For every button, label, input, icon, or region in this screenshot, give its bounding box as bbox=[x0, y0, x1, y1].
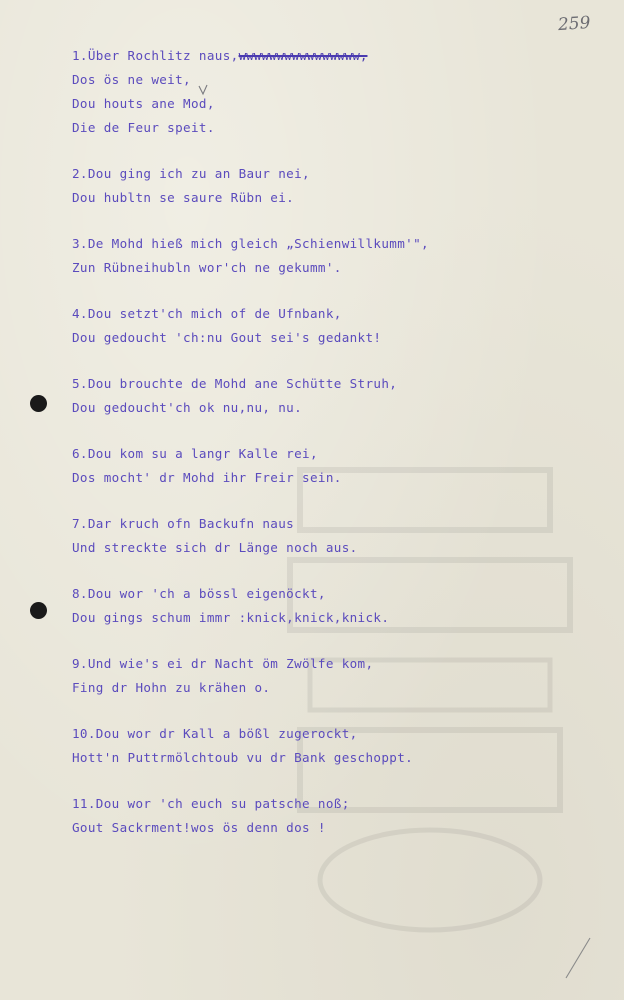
stanza bbox=[72, 162, 592, 210]
poem-line: Die de Feur speit. bbox=[72, 120, 215, 135]
poem-line: Dos mocht' dr Mohd ihr Freir sein. bbox=[72, 470, 342, 485]
stanza bbox=[72, 232, 592, 280]
poem-line: Und streckte sich dr Länge noch aus. bbox=[72, 540, 358, 555]
stanza bbox=[72, 372, 592, 420]
stanza bbox=[72, 512, 592, 560]
poem-line: 6.Dou kom su a langr Kalle rei, bbox=[72, 446, 318, 461]
poem-line: 10.Dou wor dr Kall a bößl zugerockt, bbox=[72, 726, 358, 741]
poem-line: Dou gings schum immr :knick,knick,knick. bbox=[72, 610, 390, 625]
poem-line: Hott'n Puttrmölchtoub vu dr Bank geschoppt. bbox=[72, 750, 414, 765]
poem-line: 9.Und wie's ei dr Nacht öm Zwölfe kom, bbox=[72, 656, 374, 671]
page-number: 259 bbox=[556, 12, 591, 36]
stanza bbox=[72, 302, 592, 350]
poem-line: 5.Dou brouchte de Mohd ane Schütte Struh, bbox=[72, 376, 398, 391]
poem-line: 4.Dou setzt'ch mich of de Ufnbank, bbox=[72, 306, 342, 321]
crossed-out-text: wwwwwwwwwwwwwwww, bbox=[238, 48, 368, 63]
poem-line: 8.Dou wor 'ch a bössl eigenöckt, bbox=[72, 586, 326, 601]
stanza bbox=[72, 792, 592, 840]
stanza bbox=[72, 652, 592, 700]
poem-line: Dos ös ne weit, bbox=[72, 72, 191, 87]
poem-line: 3.De Mohd hieß mich gleich „Schienwillkumm'", bbox=[72, 236, 429, 251]
poem-line: Dou gedoucht 'ch:nu Gout sei's gedankt! bbox=[72, 330, 382, 345]
poem-text bbox=[72, 44, 592, 862]
stanza bbox=[72, 442, 592, 490]
poem-line: 11.Dou wor 'ch euch su patsche noß; bbox=[72, 796, 350, 811]
poem-line: 2.Dou ging ich zu an Baur nei, bbox=[72, 166, 310, 181]
pencil-stroke-mark bbox=[560, 932, 600, 982]
poem-line: Dou gedoucht'ch ok nu,nu, nu. bbox=[72, 400, 303, 415]
poem-line: Zun Rübneihubln wor'ch ne gekumm'. bbox=[72, 260, 342, 275]
poem-line: Fing dr Hohn zu krähen o. bbox=[72, 680, 271, 695]
poem-line bbox=[72, 44, 592, 68]
poem-line: Gout Sackrment!wos ös denn dos ! bbox=[72, 820, 326, 835]
punch-hole-top bbox=[30, 395, 47, 412]
stanza bbox=[72, 44, 592, 140]
poem-line: Dou houts ane Mod, bbox=[72, 96, 215, 111]
poem-line: Dou hubltn se saure Rübn ei. bbox=[72, 190, 295, 205]
stanza bbox=[72, 722, 592, 770]
line-text: 1.Über Rochlitz naus, bbox=[72, 48, 239, 63]
stanza bbox=[72, 582, 592, 630]
poem-line: 7.Dar kruch ofn Backufn naus bbox=[72, 516, 295, 531]
punch-hole-bottom bbox=[30, 602, 47, 619]
